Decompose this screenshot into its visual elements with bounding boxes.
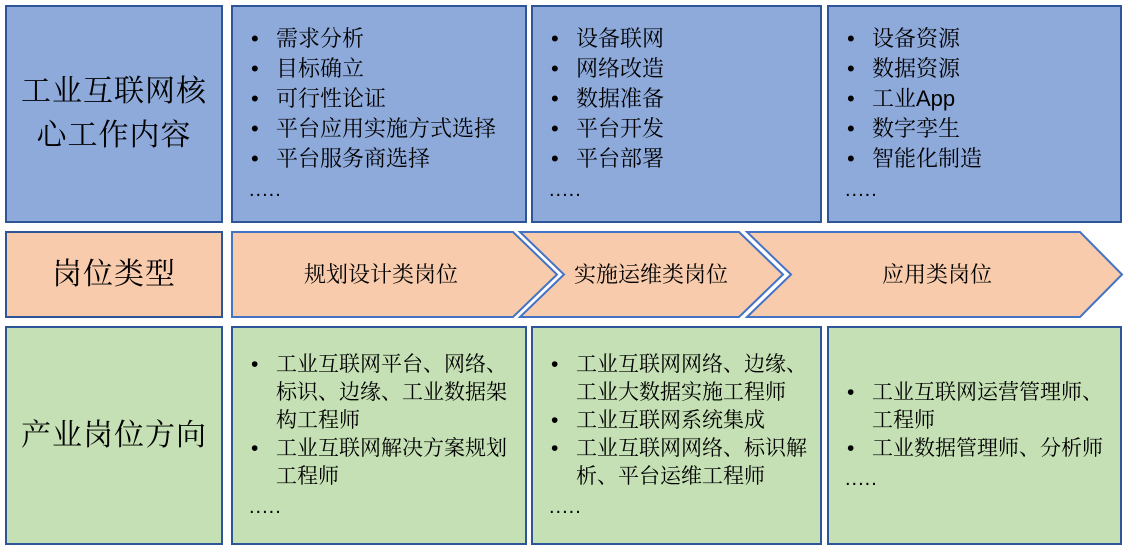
chevron-arrows-svg	[231, 231, 1124, 318]
core-work-column-implementation	[531, 5, 822, 223]
list-item: • 工业互联网解决方案规划工程师	[249, 435, 519, 491]
list-item: • 网络改造	[549, 54, 814, 84]
ellipsis-more: .....	[249, 179, 282, 201]
ellipsis-more: .....	[845, 179, 878, 201]
list-item: • 工业互联网运营管理师、工程师	[845, 379, 1114, 435]
ellipsis-more: .....	[249, 495, 282, 518]
job-direction-list-planning	[249, 351, 519, 491]
job-direction-list-implementation	[549, 351, 814, 491]
ellipsis-more: .....	[845, 467, 878, 490]
job-direction-list-application	[845, 379, 1114, 463]
list-item: • 需求分析	[249, 24, 519, 54]
core-work-column-application	[827, 5, 1122, 223]
job-direction-column-implementation	[531, 326, 822, 545]
job-type-label: 岗位类型	[52, 257, 176, 291]
list-item: • 目标确立	[249, 54, 519, 84]
list-item: • 数字孪生	[845, 114, 1114, 144]
core-work-label: 工业互联网核心工作内容	[21, 75, 207, 152]
core-work-column-planning	[231, 5, 527, 223]
list-item: • 工业互联网平台、网络、标识、边缘、工业数据架构工程师	[249, 351, 519, 435]
list-item: • 工业App	[845, 84, 1114, 114]
list-item: • 工业数据管理师、分析师	[845, 435, 1114, 463]
list-item: • 可行性论证	[249, 84, 519, 114]
core-work-list-implementation	[549, 24, 814, 174]
list-item: • 平台开发	[549, 114, 814, 144]
arrow-label-application: 应用类岗位	[881, 262, 993, 287]
job-direction-label-box	[5, 326, 223, 545]
list-item: • 数据准备	[549, 84, 814, 114]
job-type-arrows	[231, 231, 1124, 318]
list-item: • 平台部署	[549, 144, 814, 174]
core-work-list-planning	[249, 24, 519, 174]
list-item: • 工业互联网网络、标识解析、平台运维工程师	[549, 435, 814, 491]
list-item: • 工业互联网网络、边缘、工业大数据实施工程师	[549, 351, 814, 407]
arrow-label-planning: 规划设计类岗位	[303, 262, 459, 287]
arrow-label-implementation: 实施运维类岗位	[573, 262, 729, 287]
job-direction-label: 产业岗位方向	[21, 418, 207, 452]
list-item: • 平台应用实施方式选择	[249, 114, 519, 144]
list-item: • 工业互联网系统集成	[549, 407, 814, 435]
job-direction-column-planning	[231, 326, 527, 545]
list-item: • 设备资源	[845, 24, 1114, 54]
core-work-list-application	[845, 24, 1114, 174]
list-item: • 平台服务商选择	[249, 144, 519, 174]
list-item: • 数据资源	[845, 54, 1114, 84]
ellipsis-more: .....	[549, 495, 582, 518]
ellipsis-more: .....	[549, 179, 582, 201]
job-type-label-box	[5, 231, 223, 318]
list-item: • 设备联网	[549, 24, 814, 54]
list-item: • 智能化制造	[845, 144, 1114, 174]
core-work-label-box	[5, 5, 223, 223]
job-direction-column-application	[827, 326, 1122, 545]
